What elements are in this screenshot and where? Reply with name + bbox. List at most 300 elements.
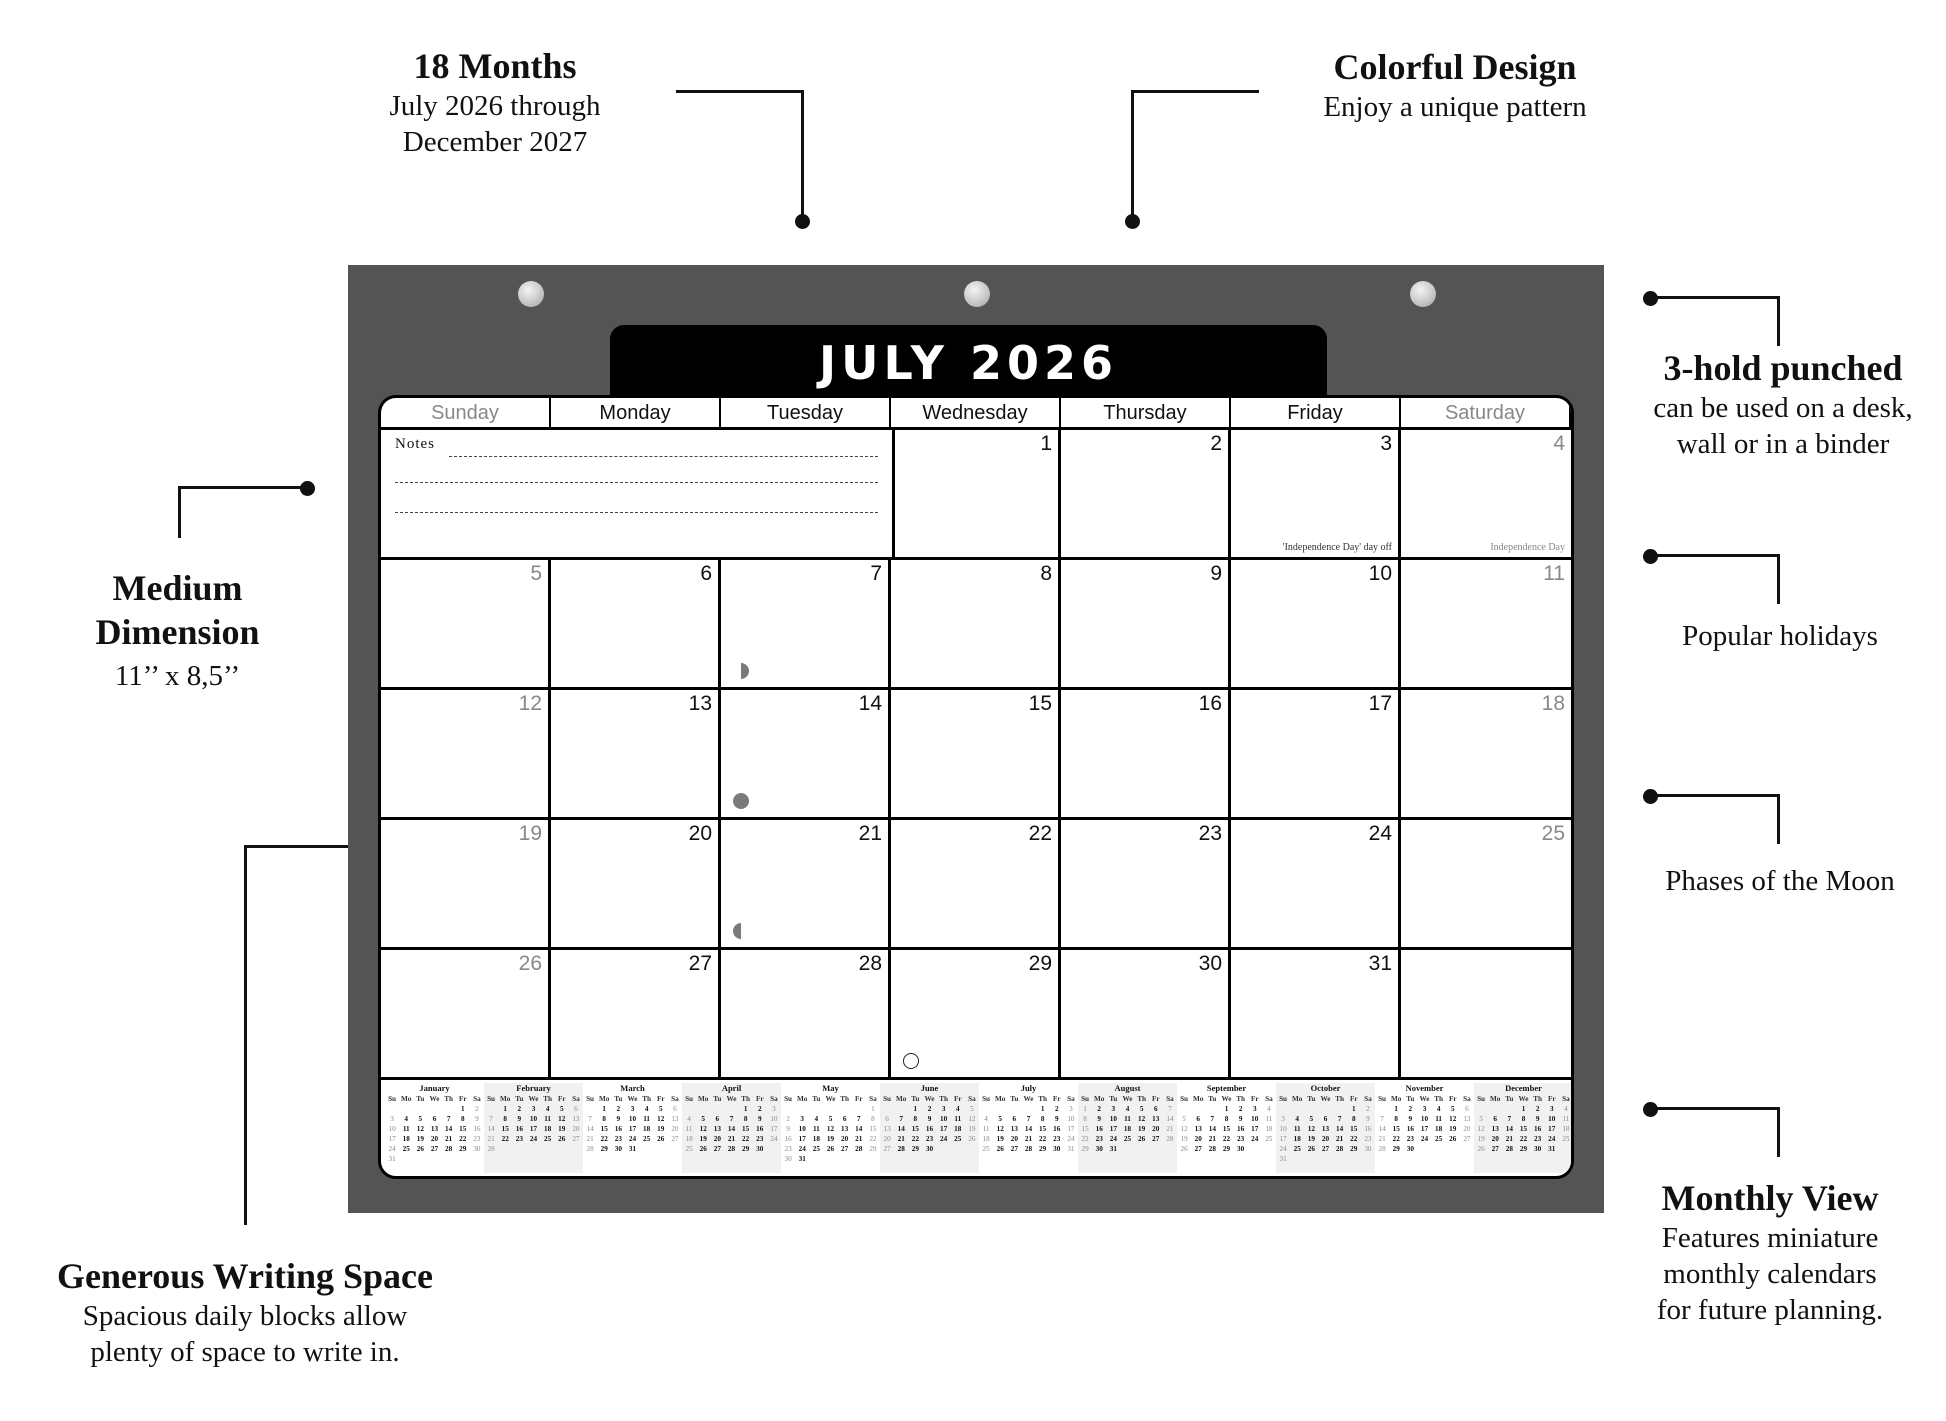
day-cell[interactable]: [1401, 430, 1571, 560]
mini-day: 18: [1562, 1125, 1570, 1133]
mini-weekday: Su: [1081, 1095, 1090, 1103]
mini-day: 12: [699, 1125, 707, 1133]
mini-day: 25: [685, 1145, 693, 1153]
mini-day: 24: [770, 1135, 778, 1143]
mini-weekday: We: [1122, 1095, 1133, 1103]
mini-day: 4: [687, 1115, 691, 1123]
mini-day: 15: [1222, 1125, 1231, 1133]
note-rule: [395, 512, 878, 513]
mini-day: 20: [671, 1125, 679, 1133]
mini-calendar-january: [385, 1083, 484, 1173]
day-cell[interactable]: [721, 560, 891, 690]
mini-day: 28: [445, 1145, 453, 1153]
mini-day: 13: [671, 1115, 679, 1123]
mini-day: 5: [1139, 1105, 1144, 1113]
mini-day: 4: [404, 1115, 408, 1123]
day-number: 15: [1028, 692, 1052, 715]
full-moon-icon: [733, 793, 749, 809]
mini-day: 14: [487, 1125, 495, 1133]
day-cell[interactable]: [1231, 690, 1401, 820]
mini-day: 2: [786, 1115, 790, 1123]
mini-weekday: We: [1221, 1095, 1232, 1103]
leader-line: [1777, 554, 1780, 604]
mini-month-title: July: [1020, 1083, 1037, 1093]
mini-blank: [1276, 1104, 1290, 1114]
holiday-label: Independence Day: [1490, 542, 1565, 553]
day-number: 7: [870, 562, 882, 585]
mini-month-title: November: [1405, 1083, 1444, 1093]
mini-day: 6: [1012, 1115, 1017, 1123]
mini-month-title: August: [1114, 1083, 1141, 1093]
mini-days: [1474, 1104, 1573, 1154]
day-cell[interactable]: [721, 820, 891, 950]
mini-days: [979, 1104, 1078, 1154]
mini-blank: [583, 1104, 597, 1114]
mini-day: 26: [1180, 1145, 1188, 1153]
mini-day: 25: [812, 1145, 820, 1153]
mini-weekday-row: [979, 1094, 1078, 1104]
mini-day: 8: [1040, 1115, 1045, 1123]
mini-weekday: Mo: [1193, 1095, 1204, 1103]
mini-calendar-december: [1474, 1083, 1573, 1173]
mini-day: 14: [1378, 1125, 1386, 1133]
mini-day: 16: [473, 1125, 481, 1133]
mini-day: 27: [1491, 1145, 1499, 1153]
mini-day: 7: [1337, 1115, 1342, 1123]
day-cell[interactable]: [551, 690, 721, 820]
mini-blank: [894, 1104, 908, 1114]
mini-day: 14: [1336, 1125, 1344, 1133]
day-cell[interactable]: [1401, 690, 1571, 820]
day-cell[interactable]: [1061, 430, 1231, 560]
mini-weekday: Sa: [1364, 1095, 1372, 1103]
mini-day: 23: [1364, 1135, 1372, 1143]
mini-day: 24: [388, 1145, 396, 1153]
mini-day: 25: [1265, 1135, 1273, 1143]
mini-day: 11: [954, 1115, 962, 1123]
mini-day: 2: [1238, 1105, 1243, 1113]
mini-day: 29: [869, 1145, 877, 1153]
leader-line: [1650, 296, 1780, 299]
day-cell[interactable]: [381, 820, 551, 950]
notes-area[interactable]: [381, 430, 895, 560]
mini-day: 13: [713, 1125, 721, 1133]
mini-weekday-row: [1276, 1094, 1375, 1104]
mini-day: 27: [1463, 1135, 1471, 1143]
mini-day: 11: [1293, 1125, 1301, 1133]
mini-weekday-row: [1474, 1094, 1573, 1104]
calendar-sheet: [378, 395, 1574, 1179]
mini-day: 10: [798, 1125, 806, 1133]
day-cell[interactable]: [1061, 560, 1231, 690]
mini-day: 16: [1534, 1125, 1542, 1133]
mini-day: 21: [445, 1135, 453, 1143]
day-cell[interactable]: [1061, 690, 1231, 820]
mini-day: 27: [841, 1145, 849, 1153]
mini-weekday: Fr: [1448, 1095, 1457, 1103]
mini-weekday: Tu: [1307, 1095, 1316, 1103]
punch-hole: [518, 281, 544, 307]
mini-day: 28: [727, 1145, 736, 1153]
mini-day: 23: [756, 1135, 764, 1143]
mini-calendar-april: [682, 1083, 781, 1173]
mini-day: 29: [1081, 1145, 1089, 1153]
mini-day: 9: [1535, 1115, 1540, 1123]
mini-calendar-august: [1078, 1083, 1177, 1173]
mini-weekday: Fr: [755, 1095, 764, 1103]
day-number: 3: [1380, 432, 1392, 455]
mini-day: 26: [1138, 1135, 1146, 1143]
day-number: 10: [1368, 562, 1392, 585]
mini-day: 14: [855, 1125, 863, 1133]
mini-day: 15: [1519, 1125, 1528, 1133]
mini-day: 22: [1222, 1135, 1231, 1143]
mini-weekday: Fr: [1349, 1095, 1358, 1103]
callout-title: Colorful Design: [1333, 47, 1577, 87]
mini-day: 20: [841, 1135, 849, 1143]
day-cell[interactable]: [1231, 950, 1401, 1080]
mini-day: 31: [1067, 1145, 1075, 1153]
mini-day: 30: [1364, 1145, 1372, 1153]
mini-day: 29: [742, 1145, 750, 1153]
mini-blank: [484, 1104, 498, 1114]
mini-day: 20: [1491, 1135, 1499, 1143]
callout-18-months: [355, 44, 635, 160]
mini-day: 18: [982, 1135, 990, 1143]
mini-weekday: Sa: [869, 1095, 877, 1103]
mini-day: 21: [1378, 1135, 1386, 1143]
mini-day: 11: [643, 1115, 651, 1123]
mini-month-title: April: [721, 1083, 742, 1093]
day-number: 26: [518, 952, 542, 975]
mini-day: 22: [869, 1135, 877, 1143]
day-cell[interactable]: [551, 820, 721, 950]
mini-weekday: Tu: [416, 1095, 425, 1103]
mini-day: 31: [628, 1145, 637, 1153]
mini-blank: [781, 1104, 795, 1114]
day-cell[interactable]: [891, 690, 1061, 820]
mini-weekday: Su: [487, 1095, 496, 1103]
mini-day: 16: [614, 1125, 622, 1133]
mini-day: 27: [671, 1135, 679, 1143]
day-cell[interactable]: [1231, 430, 1401, 560]
day-cell[interactable]: [891, 820, 1061, 950]
mini-day: 27: [572, 1135, 580, 1143]
mini-day: 30: [473, 1145, 481, 1153]
mini-day: 11: [1265, 1115, 1273, 1123]
mini-day: 24: [1420, 1135, 1429, 1143]
mini-day: 30: [614, 1145, 622, 1153]
mini-day: 27: [1010, 1145, 1018, 1153]
day-cell[interactable]: [1231, 820, 1401, 950]
mini-days: [1177, 1104, 1276, 1154]
day-cell[interactable]: [721, 950, 891, 1080]
mini-blank: [1007, 1104, 1021, 1114]
mini-day: 6: [1465, 1105, 1469, 1113]
mini-day: 13: [841, 1125, 849, 1133]
mini-day: 1: [871, 1105, 875, 1113]
leader-line: [244, 845, 247, 1225]
mini-day: 17: [1067, 1125, 1075, 1133]
mini-day: 17: [1420, 1125, 1429, 1133]
day-cell[interactable]: [381, 690, 551, 820]
mini-day: 19: [416, 1135, 424, 1143]
mini-day: 1: [602, 1105, 606, 1113]
mini-day: 14: [1505, 1125, 1513, 1133]
mini-day: 13: [430, 1125, 439, 1133]
mini-weekday: We: [1023, 1095, 1034, 1103]
weekday-header: Friday: [1231, 398, 1401, 430]
mini-day: 24: [529, 1135, 538, 1143]
mini-day: 12: [1307, 1125, 1315, 1133]
mini-blank: [1177, 1104, 1191, 1114]
mini-day: 18: [544, 1125, 552, 1133]
day-cell[interactable]: [891, 430, 1061, 560]
mini-weekday: Su: [1279, 1095, 1288, 1103]
mini-weekday: Su: [586, 1095, 595, 1103]
day-number: 20: [688, 822, 712, 845]
day-cell[interactable]: [1061, 950, 1231, 1080]
mini-day: 26: [558, 1135, 566, 1143]
mini-day: 8: [743, 1115, 748, 1123]
mini-day: 5: [998, 1115, 1002, 1123]
callout-text: Enjoy a unique pattern: [1323, 91, 1587, 123]
mini-day: 3: [1549, 1105, 1554, 1113]
mini-day: 23: [925, 1135, 934, 1143]
mini-day: 23: [515, 1135, 523, 1143]
mini-day: 29: [1392, 1145, 1400, 1153]
mini-day: 17: [798, 1135, 806, 1143]
day-number: 16: [1198, 692, 1222, 715]
mini-day: 6: [574, 1105, 578, 1113]
mini-day: 22: [742, 1135, 750, 1143]
day-cell[interactable]: [1401, 950, 1571, 1080]
day-number: 13: [688, 692, 712, 715]
mini-weekday-row: [583, 1094, 682, 1104]
mini-days: [385, 1104, 484, 1164]
mini-day: 3: [800, 1115, 804, 1123]
day-cell[interactable]: [381, 950, 551, 1080]
mini-day: 11: [544, 1115, 552, 1123]
mini-day: 4: [1125, 1105, 1130, 1113]
month-grid: [381, 398, 1571, 1081]
weekday-header: Wednesday: [891, 398, 1061, 430]
mini-day: 22: [600, 1135, 608, 1143]
mini-weekday-row: [682, 1094, 781, 1104]
mini-day: 5: [1309, 1115, 1314, 1123]
day-number: 22: [1028, 822, 1052, 845]
mini-day: 1: [460, 1105, 465, 1113]
mini-day: 16: [1364, 1125, 1372, 1133]
mini-blank: [413, 1104, 427, 1114]
mini-weekday: Mo: [1292, 1095, 1303, 1103]
day-cell[interactable]: [1401, 560, 1571, 690]
mini-weekday-row: [385, 1094, 484, 1104]
callout-text: for future planning.: [1656, 1294, 1884, 1326]
mini-day: 18: [812, 1135, 820, 1143]
mini-weekday: Mo: [896, 1095, 907, 1103]
mini-weekday: Mo: [599, 1095, 610, 1103]
callout-monthly-view: [1620, 1176, 1920, 1328]
mini-day: 18: [685, 1135, 693, 1143]
mini-day: 12: [996, 1125, 1004, 1133]
mini-weekday: Th: [1236, 1095, 1246, 1103]
mini-day: 15: [1039, 1125, 1047, 1133]
mini-day: 7: [588, 1115, 592, 1123]
mini-day: 11: [685, 1125, 693, 1133]
mini-day: 24: [798, 1145, 806, 1153]
mini-weekday: Fr: [1151, 1095, 1160, 1103]
mini-day: 10: [1251, 1115, 1259, 1123]
day-cell[interactable]: [1231, 560, 1401, 690]
mini-weekday: Fr: [854, 1095, 863, 1103]
day-cell[interactable]: [721, 690, 891, 820]
mini-day: 8: [1351, 1115, 1356, 1123]
day-number: 25: [1541, 822, 1565, 845]
mini-day: 29: [459, 1145, 467, 1153]
mini-blank: [880, 1104, 894, 1114]
mini-month-title: May: [822, 1083, 839, 1093]
callout-text: Spacious daily blocks allow: [82, 1300, 408, 1332]
mini-day: 22: [1039, 1135, 1047, 1143]
mini-day: 17: [529, 1125, 538, 1133]
mini-day: 23: [1095, 1135, 1103, 1143]
mini-day: 21: [1336, 1135, 1344, 1143]
mini-day: 16: [1053, 1125, 1061, 1133]
mini-blank: [1290, 1104, 1304, 1114]
mini-blank: [852, 1104, 866, 1114]
mini-month-title: February: [516, 1083, 551, 1093]
mini-weekday: Tu: [911, 1095, 920, 1103]
mini-day: 13: [572, 1115, 580, 1123]
mini-day: 30: [1237, 1145, 1245, 1153]
mini-days: [1375, 1104, 1474, 1154]
mini-day: 2: [1408, 1105, 1413, 1113]
day-number: 30: [1198, 952, 1222, 975]
mini-day: 28: [1024, 1145, 1033, 1153]
mini-day: 19: [699, 1135, 707, 1143]
mini-day: 2: [1097, 1105, 1101, 1113]
day-number: 21: [858, 822, 882, 845]
mini-day: 15: [742, 1125, 750, 1133]
mini-day: 9: [1366, 1115, 1370, 1123]
mini-day: 6: [1493, 1115, 1497, 1123]
mini-day: 5: [559, 1105, 564, 1113]
mini-blank: [724, 1104, 738, 1114]
mini-blank: [442, 1104, 456, 1114]
mini-day: 8: [503, 1115, 507, 1123]
callout-text: December 2027: [402, 126, 588, 158]
mini-weekday: Tu: [1505, 1095, 1514, 1103]
mini-day: 12: [416, 1125, 424, 1133]
mini-day: 20: [713, 1135, 721, 1143]
mini-blank: [696, 1104, 710, 1114]
mini-month-title: March: [620, 1083, 645, 1093]
mini-day: 31: [1279, 1155, 1287, 1163]
callout-title: Medium: [112, 568, 243, 608]
mini-day: 17: [1251, 1125, 1259, 1133]
mini-day: 27: [713, 1145, 721, 1153]
mini-blank: [385, 1104, 399, 1114]
mini-day: 10: [1279, 1125, 1287, 1133]
mini-weekday: Th: [1137, 1095, 1147, 1103]
mini-calendar-november: [1375, 1083, 1474, 1173]
mini-day: 8: [1394, 1115, 1398, 1123]
leader-line: [1131, 90, 1259, 93]
mini-day: 4: [644, 1105, 649, 1113]
day-cell[interactable]: [1401, 820, 1571, 950]
mini-day: 18: [402, 1135, 410, 1143]
mini-weekday: Su: [982, 1095, 991, 1103]
mini-blank: [979, 1104, 993, 1114]
mini-day: 26: [1307, 1145, 1315, 1153]
mini-day: 26: [1477, 1145, 1485, 1153]
mini-day: 15: [869, 1125, 877, 1133]
mini-day: 16: [925, 1125, 934, 1133]
mini-day: 14: [1024, 1125, 1033, 1133]
mini-day: 16: [515, 1125, 523, 1133]
mini-days: [880, 1104, 979, 1154]
mini-weekday: Th: [1533, 1095, 1543, 1103]
day-cell[interactable]: [891, 950, 1061, 1080]
mini-day: 13: [883, 1125, 891, 1133]
weekday-header: Monday: [551, 398, 721, 430]
mini-day: 6: [885, 1115, 889, 1123]
mini-day: 12: [657, 1115, 665, 1123]
mini-day: 29: [911, 1145, 919, 1153]
day-number: 28: [858, 952, 882, 975]
mini-days: [1078, 1104, 1177, 1154]
mini-weekday: Fr: [656, 1095, 665, 1103]
mini-day: 14: [897, 1125, 905, 1133]
mini-day: 15: [600, 1125, 608, 1133]
day-cell[interactable]: [1061, 820, 1231, 950]
mini-weekday: Sa: [1067, 1095, 1075, 1103]
mini-day: 22: [911, 1135, 919, 1143]
mini-blank: [993, 1104, 1007, 1114]
mini-weekday: Th: [543, 1095, 553, 1103]
weekday-header: Sunday: [381, 398, 551, 430]
day-cell[interactable]: [551, 560, 721, 690]
mini-month-title: December: [1505, 1083, 1542, 1093]
mini-day: 3: [1111, 1105, 1116, 1113]
mini-day: 5: [418, 1115, 423, 1123]
mini-weekday: Fr: [1052, 1095, 1061, 1103]
mini-day: 23: [784, 1145, 792, 1153]
mini-day: 30: [1534, 1145, 1542, 1153]
mini-calendar-march: [583, 1083, 682, 1173]
mini-day: 8: [1224, 1115, 1229, 1123]
day-cell[interactable]: [381, 560, 551, 690]
mini-day: 28: [1505, 1145, 1513, 1153]
mini-day: 17: [940, 1125, 948, 1133]
mini-day: 13: [1463, 1115, 1471, 1123]
notes-label: Notes: [395, 436, 435, 452]
day-cell[interactable]: [551, 950, 721, 1080]
day-number: 6: [700, 562, 712, 585]
mini-day: 6: [1196, 1115, 1200, 1123]
day-number: 18: [1541, 692, 1565, 715]
day-cell[interactable]: [891, 560, 1061, 690]
mini-day: 5: [1182, 1115, 1186, 1123]
mini-day: 4: [1564, 1105, 1568, 1113]
day-number: 4: [1553, 432, 1565, 455]
mini-weekday: Su: [685, 1095, 694, 1103]
mini-weekday: Fr: [557, 1095, 566, 1103]
mini-weekday: We: [825, 1095, 836, 1103]
mini-day: 30: [784, 1155, 792, 1163]
mini-day: 8: [1083, 1115, 1087, 1123]
